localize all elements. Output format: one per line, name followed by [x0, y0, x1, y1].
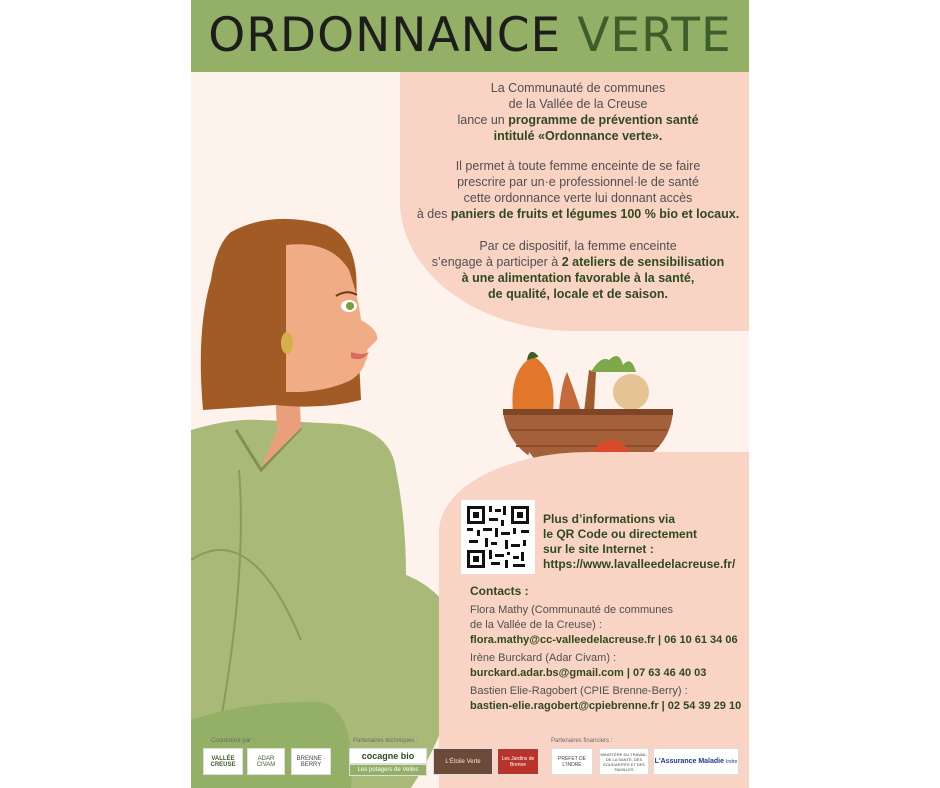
- qr-code-icon: [461, 500, 535, 574]
- contacts-heading: Contacts :: [470, 584, 529, 598]
- contact-1-link[interactable]: flora.mathy@cc-valleedelacreuse.fr | 06 10 61 34 06: [470, 634, 738, 646]
- leek: [584, 370, 596, 412]
- earring: [281, 332, 293, 354]
- logo-etoile: L'Étoile Verte: [433, 748, 493, 775]
- coordonne-label: Coordonné par :: [211, 738, 255, 744]
- website-link[interactable]: https://www.lavalleedelacreuse.fr/: [543, 557, 736, 571]
- squash-top: [529, 353, 536, 358]
- partenaires-label: Partenaires techniques :: [353, 738, 418, 744]
- logo-assurance-maladie: L'Assurance Maladie Indre: [653, 748, 739, 775]
- contact-2-link[interactable]: burckard.adar.bs@gmail.com | 07 63 46 40 03: [470, 667, 707, 679]
- logo-prefet: PRÉFET DE L'INDRE: [551, 748, 593, 775]
- paragraph-2: Il permet à toute femme enceinte de se faire prescrire par un·e professionnel·le de santé cette ordonnance verte lui donnant accès à des paniers de fruits et légumes 100 % bio et locaux.: [416, 159, 740, 221]
- logo-jardins: Les Jardins de Brenne: [497, 748, 539, 775]
- header-banner: [191, 0, 749, 72]
- logo-adar-civam: ADAR CIVAM: [247, 748, 285, 775]
- partner-logos: [191, 738, 749, 788]
- logo-cpie: BRENNE · BERRY: [291, 748, 331, 775]
- logo-potagers: Les potagers de Velles: [349, 764, 427, 776]
- contacts-block: Contacts : Flora Mathy (Communauté de communes de la Vallée de la Creuse) : flora.mathy@cc-valleedelacreuse.fr | 06 10 61 34 06 Irène Burckard (Adar Civam) : burckard.adar.bs@gmail.com | 07 63 46 40 03 Bastien Elie-Ragobert (CPIE Brenne-Berry) : bastien-elie.ragobert@cpiebrenne.fr | 02 54 39 29 10: [470, 584, 749, 714]
- info-text: Plus d’informations via le QR Code ou directement sur le site Internet : https://www.lavalleedelacreuse.fr/: [543, 512, 743, 572]
- page-title: ORDONNANCE VERTE: [208, 8, 732, 63]
- iris: [346, 302, 354, 310]
- greens: [591, 356, 636, 372]
- intro-text: La Communauté de communes de la Vallée de la Creuse lance un programme de prévention santé intitulé «Ordonnance verte».: [457, 81, 699, 143]
- contact-3-link[interactable]: bastien-elie.ragobert@cpiebrenne.fr | 02 54 39 29 10: [470, 700, 742, 712]
- logo-cocagne: cocagne bio: [349, 748, 427, 764]
- face: [286, 244, 377, 392]
- squash: [512, 356, 553, 412]
- financeurs-label: Partenaires financiers :: [551, 738, 613, 744]
- logo-vallee-creuse: VALLÉE CREUSE: [203, 748, 243, 775]
- logo-ministere: MINISTÈRE DU TRAVAIL, DE LA SANTÉ, DES SOLIDARITÉS ET DES FAMILLES: [599, 748, 649, 775]
- paragraph-3: Par ce dispositif, la femme enceinte s’engage à participer à 2 ateliers de sensibilisation à une alimentation favorable à la santé, de qualité, locale et de saison.: [431, 239, 725, 301]
- qr-code[interactable]: [461, 500, 535, 574]
- carrot: [559, 372, 581, 412]
- turnip: [613, 374, 649, 410]
- poster: [191, 0, 749, 788]
